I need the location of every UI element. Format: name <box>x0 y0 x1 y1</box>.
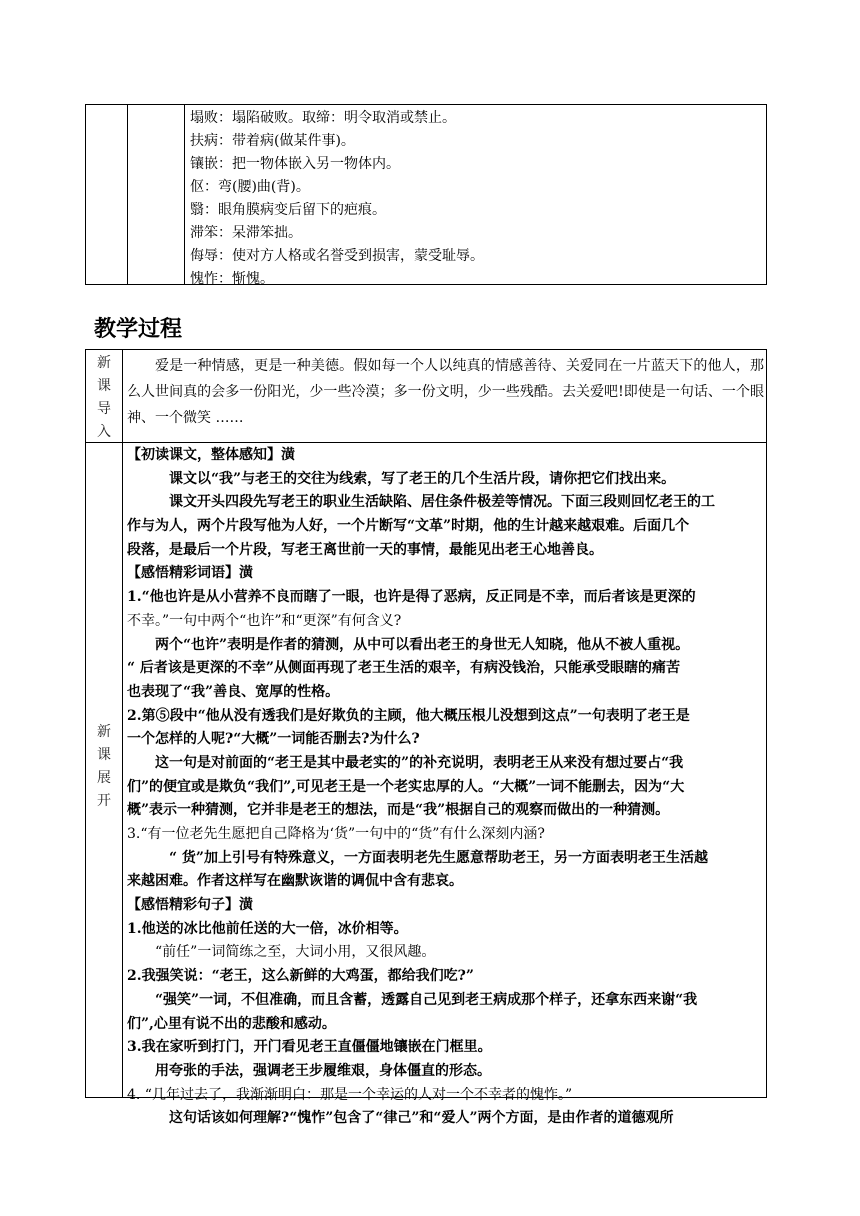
column-divider <box>122 350 123 1097</box>
vocabulary-table-empty-cell <box>86 105 128 284</box>
content-line: “ 货”加上引号有特殊意义，一方面表明老先生愿意帮助老王，另一方面表明老王生活越 <box>169 849 708 866</box>
content-line: 来越困难。作者这样写在幽默诙谐的调侃中含有悲哀。 <box>127 873 463 890</box>
section-heading: 教学过程 <box>94 317 183 342</box>
content-line: 4. “几年过去了，我渐渐明白：那是一个幸运的人对一个不幸者的愧怍。” <box>127 1086 573 1103</box>
content-line: 段落，是最后一个片段，写老王离世前一天的事情，最能见出老王心地善良。 <box>127 541 603 558</box>
content-line: 们”,心里有说不出的悲酸和感动。 <box>127 1015 336 1032</box>
vocabulary-entry: 翳：眼角膜病变后留下的疤痕。 <box>190 202 386 218</box>
intro-paragraph: 爱是一种情感，更是一种美德。假如每一个人以纯真的情感善待、关爱同在一片蓝天下的他人，那么人世间真的会多一份阳光，少一些冷漠；多一份文明，少一些残酷。去关爱吧!即使是一句话、一个眼神、一个微笑 …… <box>127 358 764 426</box>
content-line: 也表现了“我”善良、宽厚的性格。 <box>127 683 340 700</box>
content-line: 们”的便宜或是欺负“我们”,可见老王是一个老实忠厚的人。“大概”一词不能删去，因为“大 <box>127 778 685 795</box>
content-line: “前任”一词简练之至，大词小用，又很风趣。 <box>155 944 436 961</box>
content-line: 3.我在家听到打门，开门看见老王直僵僵地镶嵌在门框里。 <box>127 1039 492 1056</box>
vocabulary-entry: 滞笨：呆滞笨拙。 <box>190 225 302 241</box>
development-content <box>127 444 764 1127</box>
vocabulary-entry: 伛：弯(腰)曲(背)。 <box>190 179 310 195</box>
content-line: “ 后者该是更深的不幸”从侧面再现了老王生活的艰辛，有病没钱治，只能承受眼瞎的痛苦 <box>127 660 680 677</box>
content-line: 这一句是对前面的“老王是其中最老实的”的补充说明，表明老王从来没有想过要占“我 <box>155 754 684 771</box>
content-line: 两个“也许”表明是作者的猜测，从中可以看出老王的身世无人知晓，他从不被人重视。 <box>155 636 690 653</box>
vocabulary-table-empty-cell <box>128 105 185 284</box>
row-label-char: 入 <box>97 424 111 440</box>
content-line: 【初读课文，整体感知】潢 <box>127 447 295 463</box>
row-label-char: 课 <box>97 747 111 763</box>
row-label-intro <box>86 352 122 444</box>
content-line: “强笑”一词，不但准确，而且含蓄，透露自己见到老王病成那个样子，还拿东西来谢“我 <box>155 991 698 1008</box>
content-line: 课文开头四段先写老王的职业生活缺陷、居住条件极差等情况。下面三段则回忆老王的工 <box>169 494 715 511</box>
content-line: 作与为人，两个片段写他为人好，一个片断写“文革”时期，他的生计越来越艰难。后面几个 <box>127 518 690 535</box>
content-line: 用夸张的手法，强调老王步履维艰，身体僵直的形态。 <box>155 1062 491 1079</box>
content-line: 1.他送的冰比他前任送的大一倍，冰价相等。 <box>127 920 408 937</box>
content-line: 1.“他也许是从小营养不良而瞎了一眼，也许是得了恶病，反正同是不幸，而后者该是更深的 <box>127 589 696 606</box>
row-label-char: 开 <box>97 793 111 809</box>
row-label-char: 导 <box>97 401 111 417</box>
vocabulary-entry: 侮辱：使对方人格或名誉受到损害，蒙受耻辱。 <box>190 248 484 264</box>
vocabulary-entry: 镶嵌：把一物体嵌入另一物体内。 <box>190 156 400 172</box>
vocabulary-entry: 愧怍：惭愧。 <box>190 271 274 287</box>
content-line: 不幸。”一句中两个“也许”和“更深”有何含义? <box>127 612 402 629</box>
vocabulary-list <box>190 107 762 291</box>
content-line: 这句话该如何理解?“愧怍”包含了“律己”和“爱人”两个方面，是由作者的道德观所 <box>169 1110 674 1127</box>
row-label-char: 新 <box>97 724 111 740</box>
content-line: 2.第⑤段中“他从没有透我们是好欺负的主顾，他大概压根儿没想到这点”一句表明了老王是 <box>127 707 690 724</box>
content-line: 一个怎样的人呢?“大概”一词能否删去?为什么? <box>127 731 420 748</box>
vocabulary-table <box>85 104 767 285</box>
content-line: 课文以“我”与老王的交往为线索，写了老王的几个生活片段，请你把它们找出来。 <box>169 470 676 487</box>
content-line: 2.我强笑说：“老王，这么新鲜的大鸡蛋，都给我们吃?” <box>127 968 474 985</box>
row-label-char: 课 <box>97 378 111 394</box>
content-line: 3.“有一位老先生愿把自己降格为‘货”一句中的“货”有什么深刻内涵? <box>127 826 545 842</box>
vocabulary-entry: 扶病：带着病(做某件事)。 <box>190 133 355 149</box>
content-line: 【感悟精彩词语】潢 <box>127 565 253 582</box>
vocabulary-entry: 塌败：塌陷破败。取缔：明令取消或禁止。 <box>190 110 456 126</box>
content-line: 概”表示一种猜测，它并非是老王的想法，而是“我”根据自己的观察而做出的一种猜测。 <box>127 802 670 819</box>
row-divider <box>86 442 766 443</box>
row-label-char: 新 <box>97 355 111 371</box>
content-line: 【感悟精彩句子】潢 <box>127 897 253 914</box>
row-label-char: 展 <box>97 770 111 786</box>
row-label-development <box>86 721 122 813</box>
teaching-process-table <box>85 349 767 1127</box>
